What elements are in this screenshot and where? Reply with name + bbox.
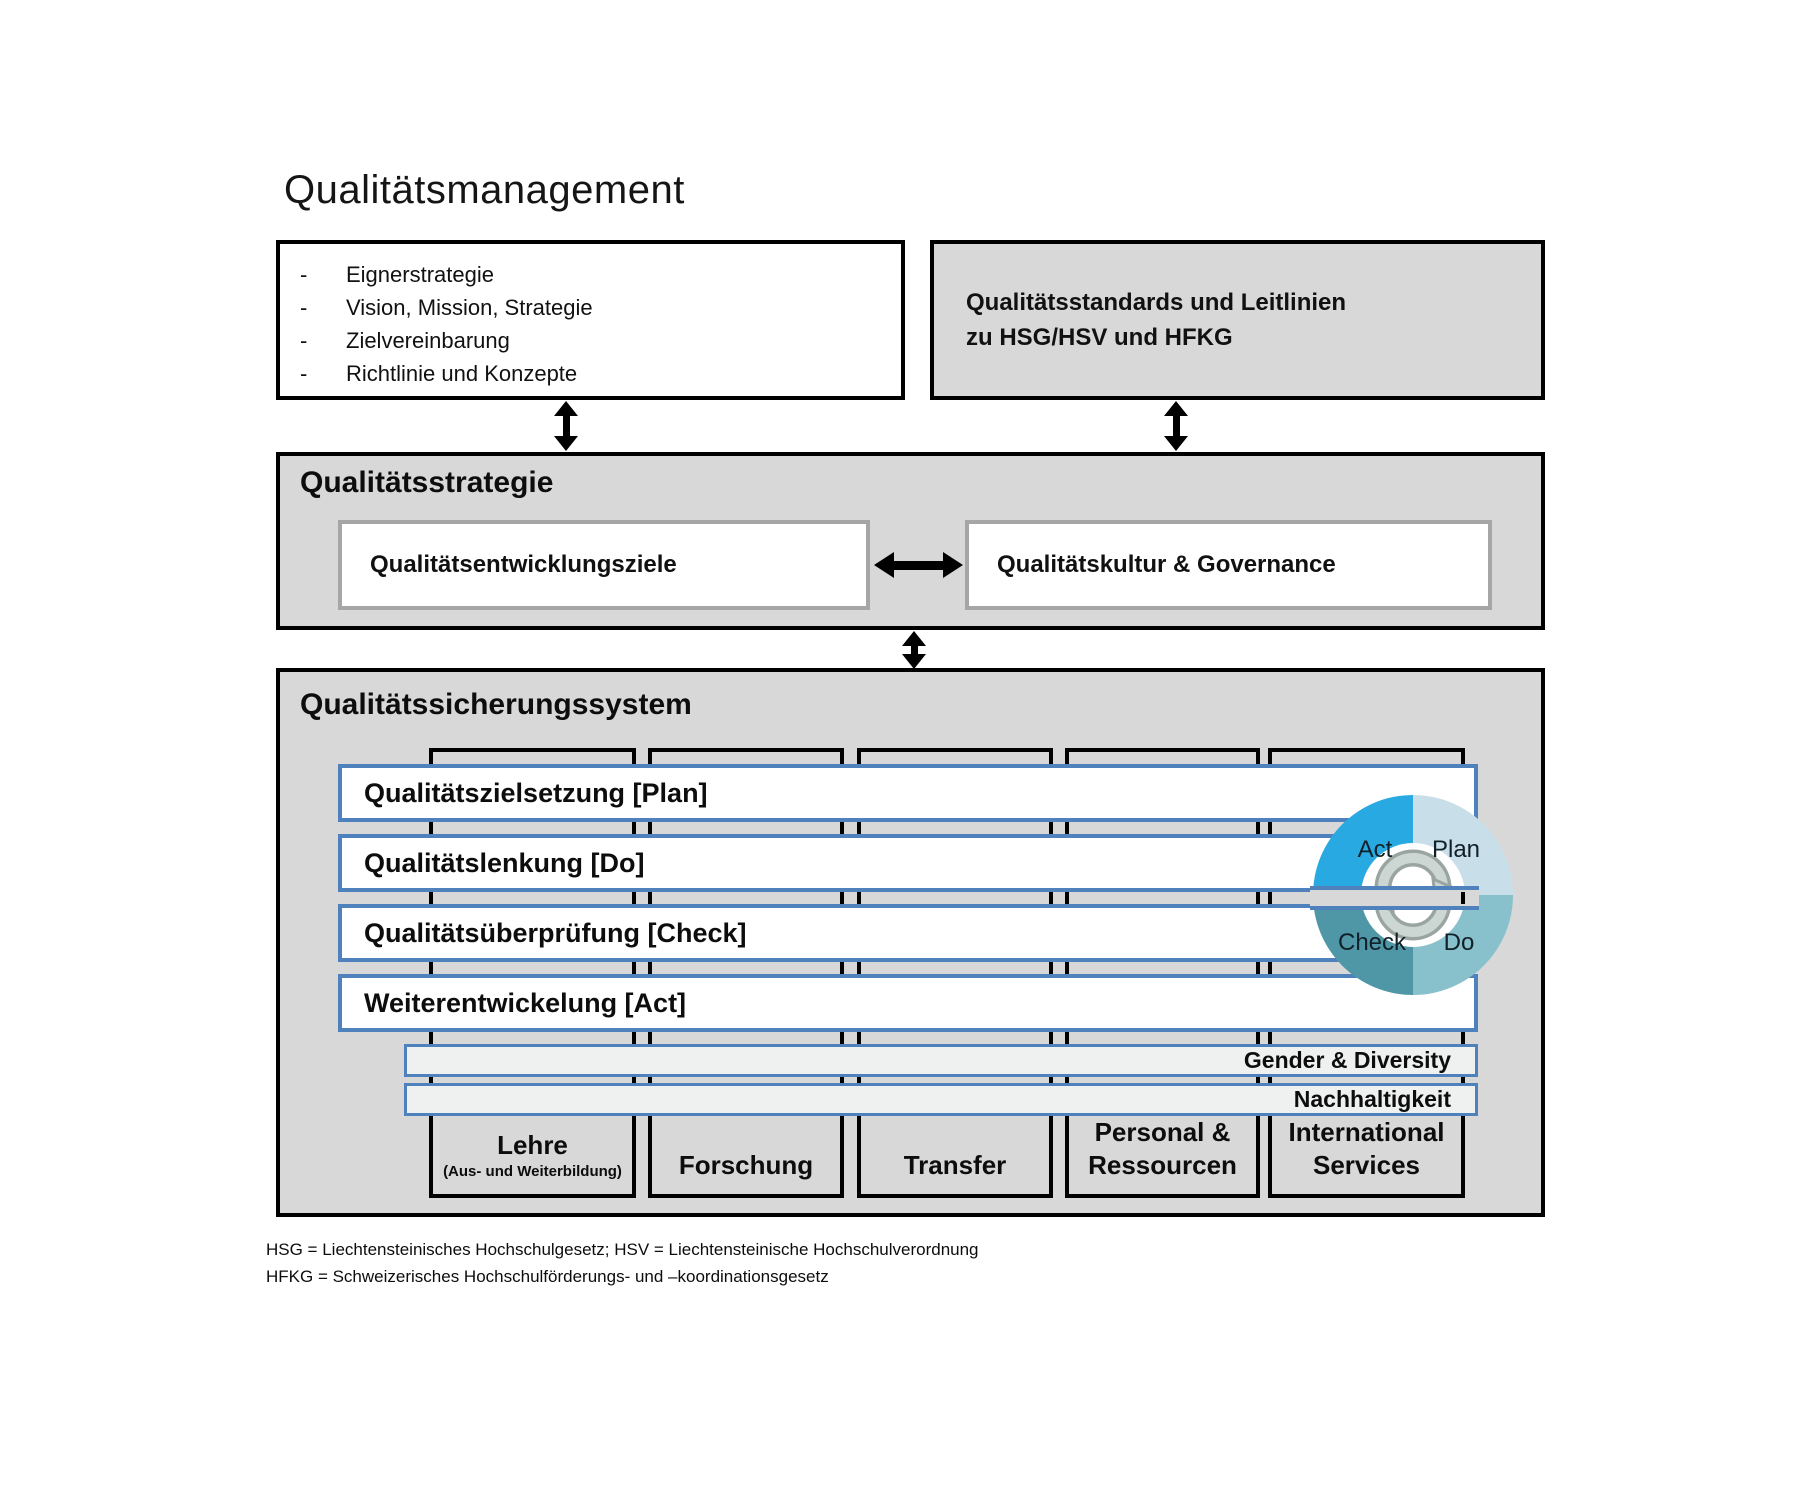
arrowhead-left-icon (874, 552, 894, 578)
footnote-hfkg: HFKG = Schweizerisches Hochschulförderungs- und –koordinationsgesetz (266, 1267, 829, 1286)
qualitaetssicherungssystem-heading: Qualitätssicherungssystem (300, 688, 692, 721)
list-item (300, 324, 901, 357)
crossbar-nachhaltigkeit: Nachhaltigkeit (404, 1083, 1478, 1116)
list-bullet: - (300, 295, 308, 320)
quality-standards-line1: Qualitätsstandards und Leitlinien (966, 289, 1347, 316)
arrowhead-down-icon (554, 436, 578, 451)
list-item-label: Richtlinie und Konzepte (346, 361, 578, 386)
pillar-title: Transfer (903, 1150, 1007, 1180)
bar-check: Qualitätsüberprüfung [Check] (338, 904, 1478, 962)
footnote-hsg-hsv: HSG = Liechtensteinisches Hochschulgesetz; HSV = Liechtensteinische Hochschulverordnung (266, 1240, 979, 1259)
bar-gap-overlay (1310, 886, 1479, 910)
pillar-title: Personal & (1094, 1117, 1231, 1147)
arrowhead-down-icon (1164, 436, 1188, 451)
bar-act: Weiterentwickelung [Act] (338, 974, 1478, 1032)
pillar-subtitle: (Aus- und Weiterbildung) (443, 1163, 622, 1180)
qualitaetsstrategie-heading: Qualitätsstrategie (300, 466, 554, 499)
arrow-shaft (911, 646, 918, 654)
quality-standards-line2: zu HSG/HSV und HFKG (966, 324, 1233, 351)
arrowhead-up-icon (1164, 401, 1188, 416)
arrowhead-up-icon (902, 631, 926, 646)
list-item (300, 357, 901, 390)
arrow-shaft (563, 416, 570, 436)
list-item-label: Vision, Mission, Strategie (346, 295, 593, 320)
pillar-title: Lehre (497, 1130, 568, 1160)
page-title: Qualitätsmanagement (284, 168, 685, 212)
pillar-title: International (1288, 1117, 1445, 1147)
arrow-shaft (894, 561, 943, 570)
pdca-check-label: Check (1337, 929, 1407, 956)
pillar-border-dash (1461, 892, 1465, 904)
list-item-label: Zielvereinbarung (346, 328, 510, 353)
bar-plan: Qualitätszielsetzung [Plan] (338, 764, 1478, 822)
list-item-label: Eignerstrategie (346, 262, 494, 287)
arrowhead-down-icon (902, 654, 926, 669)
double-arrow-icon (900, 631, 928, 669)
pillar-title-line2: Ressourcen (1088, 1150, 1237, 1180)
arrowhead-right-icon (943, 552, 963, 578)
list-bullet: - (300, 328, 308, 353)
crossbar-gender-diversity: Gender & Diversity (404, 1044, 1478, 1077)
strategy-inputs-box (276, 240, 905, 400)
list-bullet: - (300, 262, 308, 287)
qualitaetsentwicklungsziele-box: Qualitätsentwicklungsziele (338, 520, 870, 610)
double-arrow-icon (1162, 401, 1190, 451)
list-item (300, 291, 901, 324)
pillar-title: Forschung (678, 1150, 814, 1180)
bar-do: Qualitätslenkung [Do] (338, 834, 1478, 892)
double-arrow-icon (552, 401, 580, 451)
quality-standards-box (930, 240, 1545, 400)
pillar-title-line2: Services (1313, 1150, 1420, 1180)
list-bullet: - (300, 361, 308, 386)
pdca-plan-label: Plan (1431, 836, 1481, 863)
arrowhead-up-icon (554, 401, 578, 416)
arrow-shaft (1173, 416, 1180, 436)
pdca-do-label: Do (1443, 929, 1475, 956)
double-arrow-horizontal-icon (874, 552, 963, 578)
pdca-act-label: Act (1357, 836, 1393, 863)
qualitaetskultur-governance-box: Qualitätskultur & Governance (965, 520, 1492, 610)
list-item (300, 258, 901, 291)
